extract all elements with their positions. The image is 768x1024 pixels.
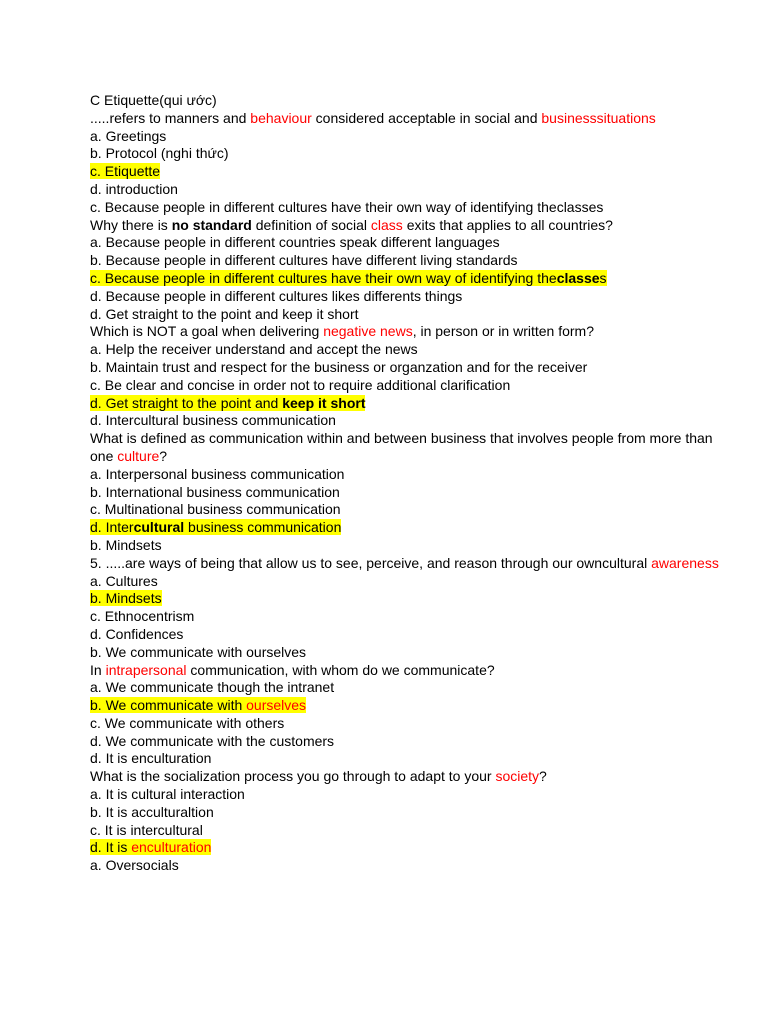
text-segment: definition of social [251, 216, 371, 233]
red-keyword: culture [117, 447, 160, 464]
text-line [90, 270, 730, 288]
text-segment: a. Because people in different countries speak different languages [90, 234, 500, 251]
text-line [90, 288, 730, 306]
text-line [90, 626, 730, 644]
text-line [90, 662, 730, 680]
text-line [90, 839, 730, 857]
text-line [90, 786, 730, 804]
line-text [90, 252, 518, 268]
highlighted-answer [90, 519, 341, 535]
text-segment: a. Interpersonal business communication [90, 465, 345, 482]
line-text [90, 377, 510, 393]
line-text [90, 804, 214, 820]
line-text [90, 306, 359, 322]
text-line [90, 377, 730, 395]
text-segment: considered acceptable in social and [311, 109, 542, 126]
highlighted-answer [90, 163, 160, 179]
line-text [90, 430, 713, 464]
bold-keyword: no standard [171, 216, 252, 233]
text-segment: exits that applies to all countries? [402, 216, 613, 233]
text-segment: b. Protocol (nghi thức) [90, 145, 229, 162]
line-text [90, 608, 194, 624]
text-line [90, 822, 730, 840]
line-text [90, 92, 217, 108]
line-text [90, 626, 183, 642]
line-text [90, 110, 656, 126]
text-line [90, 412, 730, 430]
line-text [90, 750, 211, 766]
line-text [90, 501, 341, 517]
line-text [90, 715, 284, 731]
text-line [90, 323, 730, 341]
text-segment: Which is NOT a goal when delivering [90, 323, 324, 340]
text-segment: b. We communicate with [90, 697, 247, 714]
line-text [90, 733, 334, 749]
line-text [90, 768, 547, 784]
text-segment: Why there is [90, 216, 172, 233]
line-text [90, 822, 203, 838]
text-segment: What is defined as communication within and between business that involves people from more than one [90, 430, 713, 464]
text-segment: a. Greetings [90, 127, 167, 144]
text-line [90, 715, 730, 733]
text-line [90, 750, 730, 768]
text-line [90, 199, 730, 217]
red-keyword: businesssituations [541, 109, 656, 126]
highlighted-answer [90, 697, 306, 713]
text-line [90, 484, 730, 502]
text-segment: s [599, 269, 607, 286]
text-line [90, 573, 730, 591]
text-line [90, 697, 730, 715]
text-segment: c. Because people in different cultures have their own way of identifying the [90, 269, 557, 286]
red-keyword: class [370, 216, 403, 233]
text-segment: b. Because people in different cultures have different living standards [90, 252, 518, 269]
line-text [90, 199, 603, 215]
text-line [90, 501, 730, 519]
line-text [90, 359, 587, 375]
text-segment: d. introduction [90, 180, 178, 197]
text-line [90, 252, 730, 270]
text-segment: b. We communicate with ourselves [90, 643, 307, 660]
text-line [90, 430, 730, 466]
text-line [90, 555, 730, 573]
red-keyword: ourselves [246, 697, 307, 714]
highlighted-answer [90, 395, 365, 411]
line-text [90, 537, 162, 553]
red-keyword: negative news [323, 323, 413, 340]
text-segment: , in person or in written form? [412, 323, 594, 340]
text-segment: d. Inter [90, 519, 134, 536]
bold-keyword: keep it short [282, 394, 366, 411]
text-segment: ? [539, 768, 547, 785]
text-line [90, 768, 730, 786]
text-segment: In [90, 661, 106, 678]
text-segment: d. It is [90, 839, 132, 856]
text-line [90, 857, 730, 875]
text-segment: d. Get straight to the point and keep it short [90, 305, 359, 322]
line-text [90, 555, 719, 571]
document-body [90, 92, 730, 875]
text-segment: 5. .....are ways of being that allow us to see, perceive, and reason through our owncultural [90, 554, 652, 571]
text-line [90, 733, 730, 751]
line-text [90, 412, 336, 428]
text-line [90, 679, 730, 697]
text-segment: d. We communicate with the customers [90, 732, 335, 749]
text-line [90, 644, 730, 662]
text-segment: d. Intercultural business communication [90, 412, 336, 429]
line-text [90, 573, 158, 589]
text-line [90, 519, 730, 537]
line-text [90, 341, 418, 357]
text-line [90, 395, 730, 413]
text-segment: c. Ethnocentrism [90, 608, 195, 625]
line-text [90, 662, 495, 678]
red-keyword: enculturation [131, 839, 212, 856]
line-text [90, 484, 340, 500]
text-line [90, 590, 730, 608]
text-segment: d. Because people in different cultures likes differents things [90, 287, 463, 304]
line-text [90, 679, 334, 695]
highlighted-answer [90, 839, 211, 855]
text-line [90, 128, 730, 146]
text-segment: What is the socialization process you go through to adapt to your [90, 768, 496, 785]
text-line [90, 306, 730, 324]
text-line [90, 537, 730, 555]
bold-keyword: cultural [133, 519, 185, 536]
text-line [90, 341, 730, 359]
line-text [90, 181, 178, 197]
line-text [90, 288, 462, 304]
text-line [90, 92, 730, 110]
text-line [90, 110, 730, 128]
text-segment: b. It is acculturaltion [90, 803, 214, 820]
line-text [90, 466, 344, 482]
text-segment: a. We communicate though the intranet [90, 679, 335, 696]
line-text [90, 786, 245, 802]
text-segment: communication, with whom do we communicate? [186, 661, 495, 678]
red-keyword: awareness [651, 554, 719, 571]
text-line [90, 163, 730, 181]
red-keyword: intrapersonal [105, 661, 187, 678]
text-segment: a. It is cultural interaction [90, 786, 245, 803]
bold-keyword: classe [556, 269, 600, 286]
text-line [90, 181, 730, 199]
text-segment: c. Because people in different cultures have their own way of identifying theclasses [90, 198, 604, 215]
line-text [90, 217, 613, 233]
text-segment: b. Mindsets [90, 590, 162, 607]
text-segment: .....refers to manners and [90, 109, 251, 126]
text-segment: C Etiquette(qui ước) [90, 92, 217, 108]
line-text [90, 234, 500, 250]
text-line [90, 608, 730, 626]
text-segment: c. Multinational business communication [90, 501, 341, 518]
line-text [90, 128, 166, 144]
text-segment: d. It is enculturation [90, 750, 212, 767]
line-text [90, 323, 594, 339]
red-keyword: society [495, 768, 540, 785]
text-segment: b. Mindsets [90, 536, 162, 553]
text-segment: c. We communicate with others [90, 714, 285, 731]
text-line [90, 217, 730, 235]
text-segment: c. Etiquette [90, 163, 161, 180]
text-segment: a. Help the receiver understand and accept the news [90, 341, 418, 358]
text-segment: a. Oversocials [90, 857, 179, 874]
text-segment: c. Be clear and concise in order not to require additional clarification [90, 376, 511, 393]
text-line [90, 145, 730, 163]
highlighted-answer [90, 270, 607, 286]
text-line [90, 466, 730, 484]
text-line [90, 234, 730, 252]
red-keyword: behaviour [250, 109, 312, 126]
highlighted-answer [90, 590, 162, 606]
text-segment: d. Confidences [90, 625, 184, 642]
text-segment: b. Maintain trust and respect for the business or organzation and for the receiver [90, 358, 588, 375]
line-text [90, 644, 306, 660]
text-segment: business communication [184, 519, 342, 536]
text-segment: b. International business communication [90, 483, 340, 500]
text-line [90, 359, 730, 377]
text-line [90, 804, 730, 822]
text-segment: ? [159, 447, 168, 464]
line-text [90, 145, 229, 161]
line-text [90, 857, 179, 873]
text-segment: a. Cultures [90, 572, 158, 589]
text-segment: d. Get straight to the point and [90, 394, 283, 411]
text-segment: c. It is intercultural [90, 821, 203, 838]
